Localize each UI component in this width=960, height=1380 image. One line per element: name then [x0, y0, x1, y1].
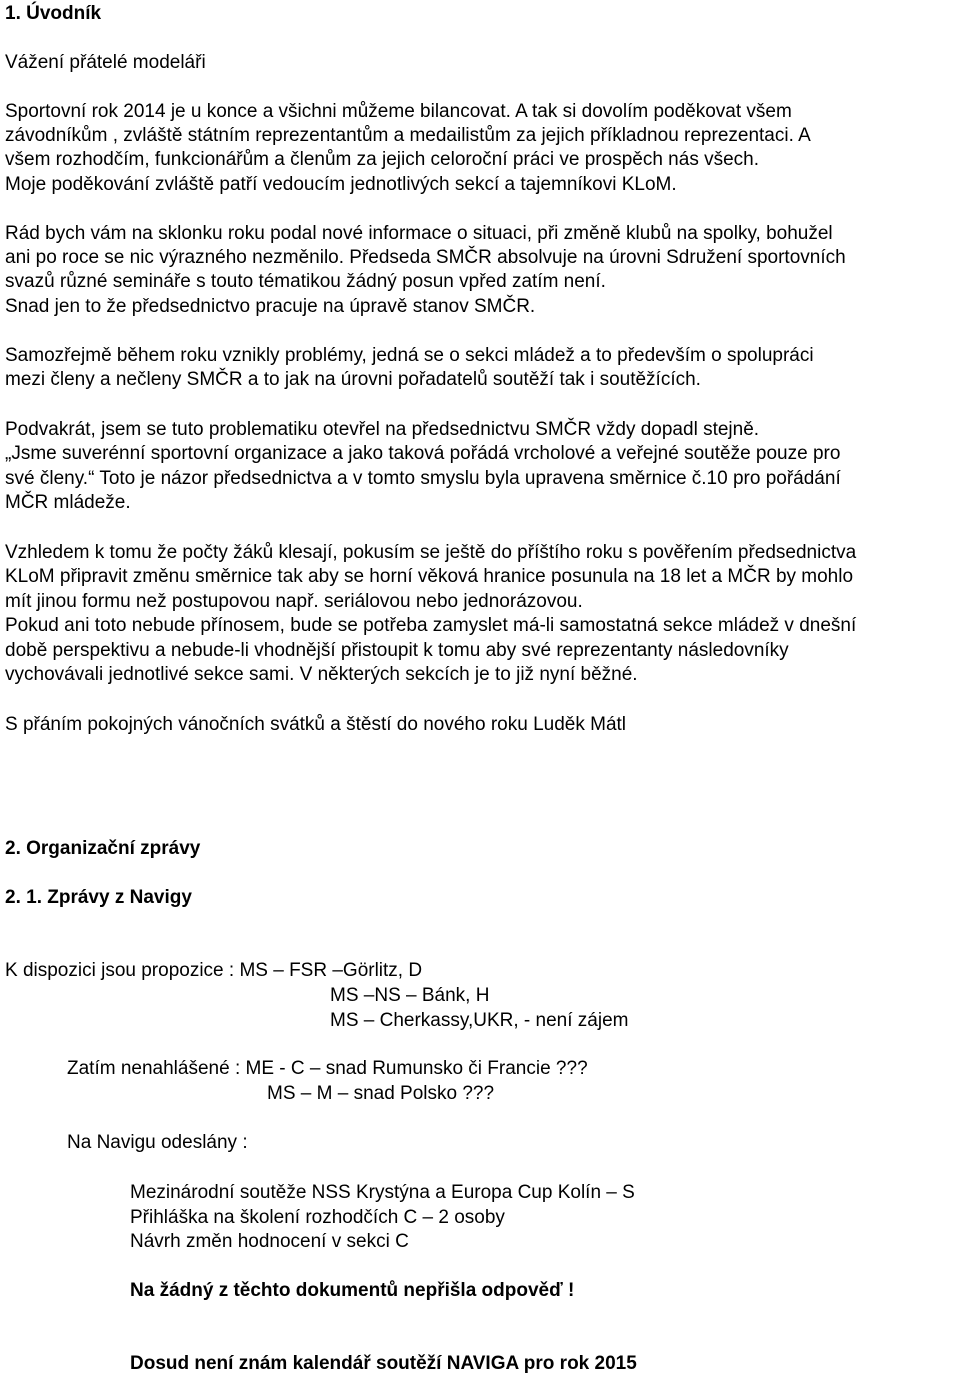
paragraph-2-line: ani po roce se nic výrazného nezměnilo. Předseda SMČR absolvuje na úrovni Sdružení sportovních	[5, 247, 846, 268]
no-reply-note: Na žádný z těchto dokumentů nepřišla odpověď !	[130, 1280, 575, 1301]
propozice-line: K dispozici jsou propozice : MS – FSR –Görlitz, D	[5, 960, 423, 981]
nenahlasene-line: MS – M – snad Polsko ???	[267, 1083, 495, 1104]
calendar-note: Dosud není znám kalendář soutěží NAVIGA pro rok 2015	[130, 1353, 637, 1374]
paragraph-5-line: Pokud ani toto nebude přínosem, bude se potřeba zamyslet má-li samostatná sekce mládež v dnešní	[5, 615, 857, 636]
closing-signature: S přáním pokojných vánočních svátků a štěstí do nového roku Luděk Mátl	[5, 714, 627, 735]
odeslany-label: Na Navigu odeslány :	[67, 1132, 248, 1153]
paragraph-3-line: Samozřejmě během roku vznikly problémy, jedná se o sekci mládež a to především o spolupráci	[5, 345, 814, 366]
odeslany-item: Návrh změn hodnocení v sekci C	[130, 1231, 409, 1252]
propozice-line: MS – Cherkassy,UKR, - není zájem	[330, 1010, 629, 1031]
nenahlasene-line: Zatím nenahlášené : ME - C – snad Rumunsko či Francie ???	[67, 1058, 588, 1079]
paragraph-4-line: Podvakrát, jsem se tuto problematiku otevřel na předsednictvu SMČR vždy dopadl stejně.	[5, 419, 760, 440]
propozice-line: MS –NS – Bánk, H	[330, 985, 490, 1006]
paragraph-1-line: Moje poděkování zvláště patří vedoucím jednotlivých sekcí a tajemníkovi KLoM.	[5, 174, 677, 195]
paragraph-4-line: „Jsme suverénní sportovní organizace a jako taková pořádá vrcholové a veřejné soutěže pouze pro	[5, 443, 841, 464]
paragraph-4-line: své členy.“ Toto je názor předsednictva a v tomto smyslu byla upravena směrnice č.10 pro pořádání	[5, 468, 841, 489]
section-2-heading: 2. Organizační zprávy	[5, 838, 201, 859]
odeslany-item: Mezinárodní soutěže NSS Krystýna a Europa Cup Kolín – S	[130, 1182, 635, 1203]
paragraph-5-line: vychovávali jednotlivé sekce sami. V některých sekcích je to již nyní běžné.	[5, 664, 638, 685]
section-1-heading: 1. Úvodník	[5, 3, 102, 24]
odeslany-item: Přihláška na školení rozhodčích C – 2 osoby	[130, 1207, 505, 1228]
section-2-1-heading: 2. 1. Zprávy z Navigy	[5, 887, 192, 908]
paragraph-5-line: době perspektivu a nebude-li vhodnější přistoupit k tomu aby své reprezentanty následovníky	[5, 640, 789, 661]
paragraph-2-line: Snad jen to že předsednictvo pracuje na úpravě stanov SMČR.	[5, 296, 536, 317]
paragraph-1-line: všem rozhodčím, funkcionářům a členům za jejich celoroční práci ve prospěch nás všech.	[5, 149, 760, 170]
paragraph-1-line: závodníkům , zvláště státním reprezentantům a medailistům za jejich příkladnou reprezentaci. A	[5, 125, 811, 146]
paragraph-2-line: Rád bych vám na sklonku roku podal nové informace o situaci, při změně klubů na spolky, bohužel	[5, 223, 833, 244]
paragraph-1-line: Sportovní rok 2014 je u konce a všichni můžeme bilancovat. A tak si dovolím poděkovat všem	[5, 101, 792, 122]
paragraph-4-line: MČR mládeže.	[5, 492, 131, 513]
paragraph-5-line: mít jinou formu než postupovou např. seriálovou nebo jednorázovou.	[5, 591, 583, 612]
greeting: Vážení přátelé modeláři	[5, 52, 206, 73]
paragraph-2-line: svazů různé semináře s touto tématikou žádný posun vpřed zatím není.	[5, 271, 606, 292]
paragraph-5-line: KLoM připravit změnu směrnice tak aby se horní věková hranice posunula na 18 let a MČR by mohlo	[5, 566, 854, 587]
paragraph-3-line: mezi členy a nečleny SMČR a to jak na úrovni pořadatelů soutěží tak i soutěžících.	[5, 369, 701, 390]
paragraph-5-line: Vzhledem k tomu že počty žáků klesají, pokusím se ještě do příštího roku s pověřením předsednictva	[5, 542, 857, 563]
